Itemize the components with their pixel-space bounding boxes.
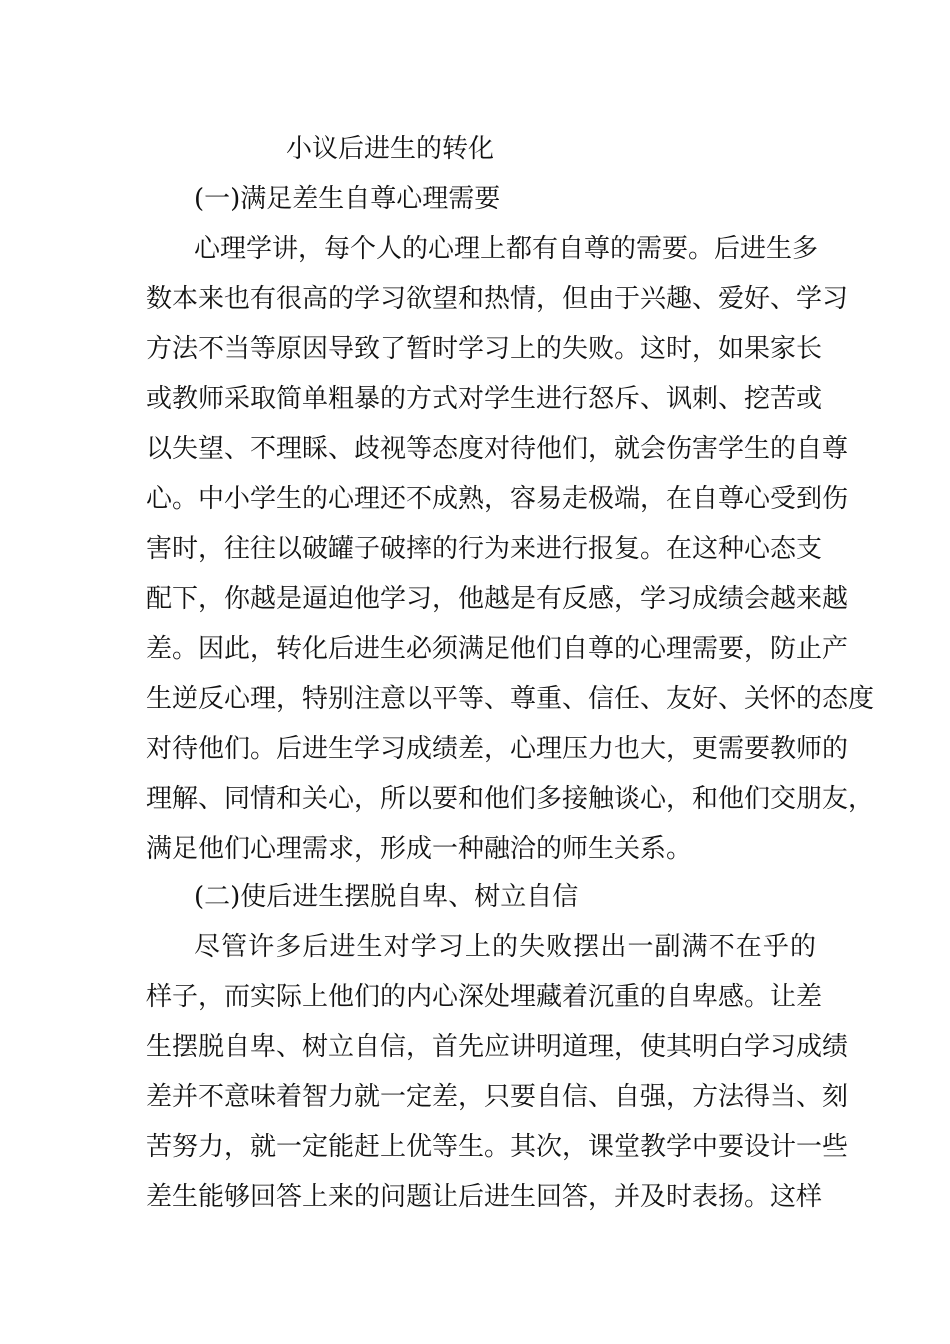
paragraph-line: 苦努力，就一定能赶上优等生。其次，课堂教学中要设计一些 — [146, 1132, 849, 1162]
paragraph-line: 理解、同情和关心，所以要和他们多接触谈心，和他们交朋友， — [146, 784, 875, 814]
section-heading-2: (二)使后进生摆脱自卑、树立自信 — [194, 882, 579, 912]
paragraph-line: 样子，而实际上他们的内心深处埋藏着沉重的自卑感。让差 — [146, 982, 823, 1012]
paragraph-line: 尽管许多后进生对学习上的失败摆出一副满不在乎的 — [194, 932, 816, 962]
section-heading-1: (一)满足差生自尊心理需要 — [194, 184, 501, 214]
paragraph-line: 方法不当等原因导致了暂时学习上的失败。这时，如果家长 — [146, 334, 823, 364]
paragraph-line: 心。中小学生的心理还不成熟，容易走极端，在自尊心受到伤 — [146, 484, 849, 514]
paragraph-line: 生逆反心理，特别注意以平等、尊重、信任、友好、关怀的态度 — [146, 684, 875, 714]
paragraph-line: 或教师采取简单粗暴的方式对学生进行怒斥、讽刺、挖苦或 — [146, 384, 823, 414]
paragraph-line: 差并不意味着智力就一定差，只要自信、自强，方法得当、刻 — [146, 1082, 849, 1112]
paragraph-line: 生摆脱自卑、树立自信，首先应讲明道理，使其明白学习成绩 — [146, 1032, 849, 1062]
paragraph-line: 心理学讲，每个人的心理上都有自尊的需要。后进生多 — [194, 234, 819, 264]
paragraph-line: 以失望、不理睬、歧视等态度对待他们，就会伤害学生的自尊 — [146, 434, 849, 464]
paragraph-line: 数本来也有很高的学习欲望和热情，但由于兴趣、爱好、学习 — [146, 284, 849, 314]
document-title: 小议后进生的转化 — [286, 134, 495, 164]
paragraph-line: 满足他们心理需求，形成一种融洽的师生关系。 — [146, 834, 693, 864]
paragraph-line: 差生能够回答上来的问题让后进生回答，并及时表扬。这样 — [146, 1182, 823, 1212]
paragraph-line: 差。因此，转化后进生必须满足他们自尊的心理需要，防止产 — [146, 634, 849, 664]
paragraph-line: 对待他们。后进生学习成绩差，心理压力也大，更需要教师的 — [146, 734, 849, 764]
paragraph-line: 害时，往往以破罐子破摔的行为来进行报复。在这种心态支 — [146, 534, 823, 564]
paragraph-line: 配下，你越是逼迫他学习，他越是有反感，学习成绩会越来越 — [146, 584, 849, 614]
